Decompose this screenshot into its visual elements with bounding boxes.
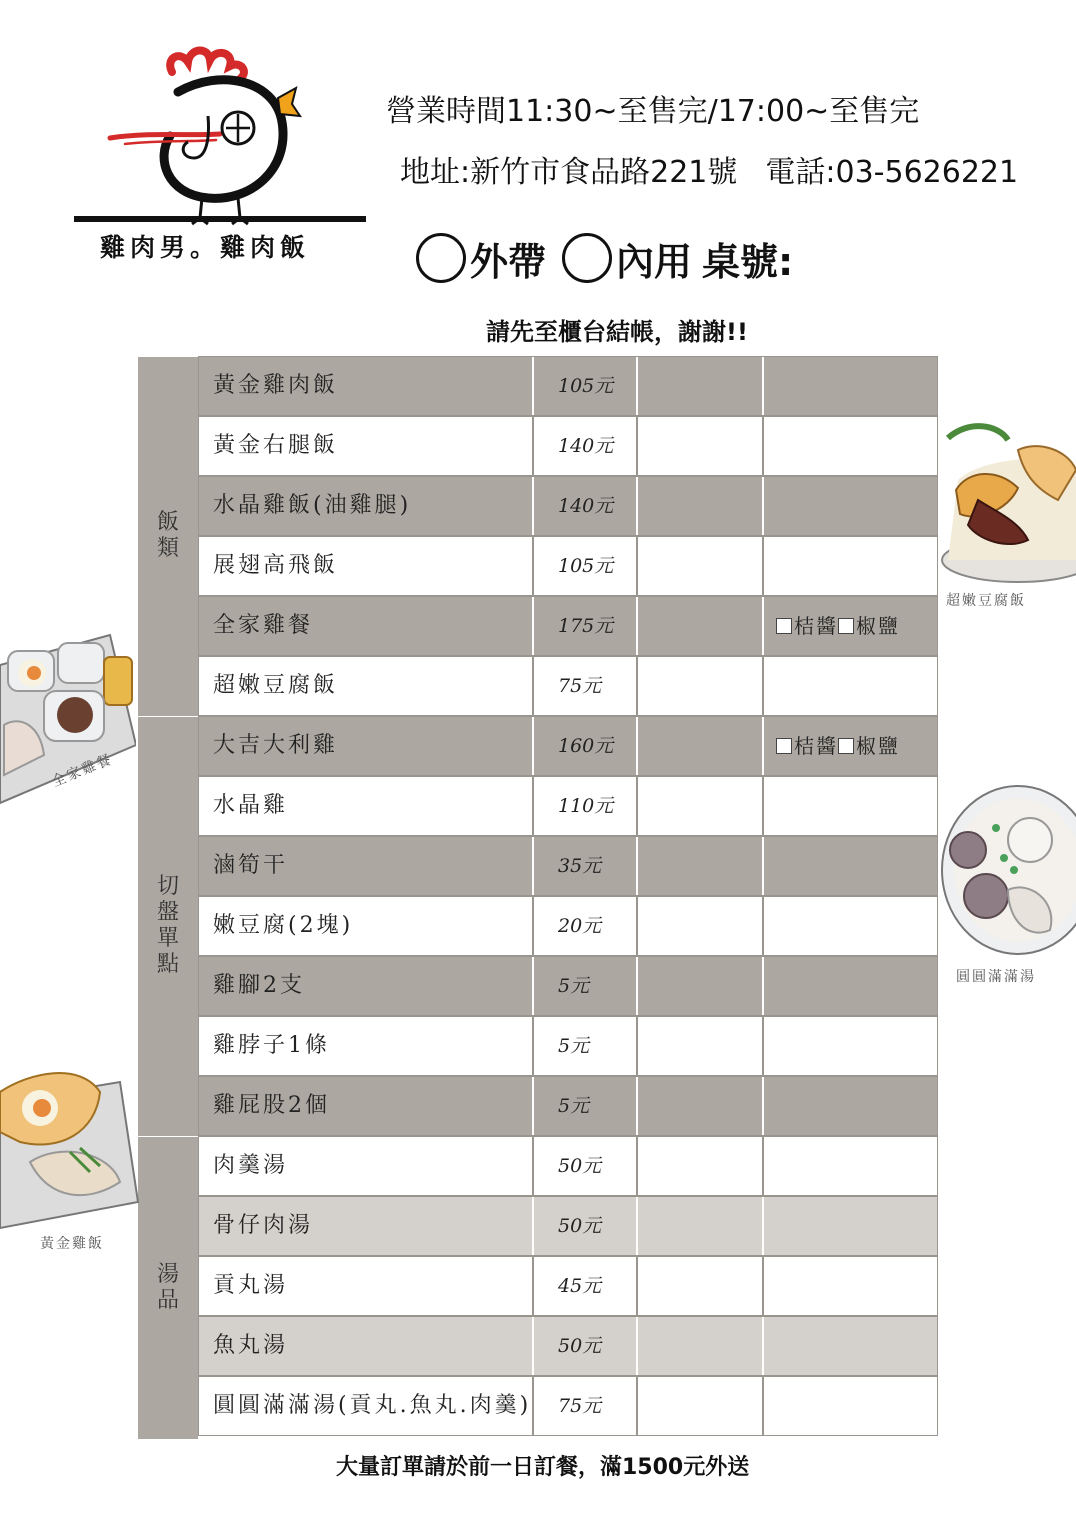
category-label — [138, 510, 198, 562]
item-price: 105元 — [534, 357, 638, 415]
payment-note: 請先至櫃台結帳，謝謝!! — [486, 318, 748, 346]
quantity-cell[interactable] — [638, 597, 764, 655]
note-cell[interactable] — [764, 1377, 937, 1435]
note-cell[interactable] — [764, 597, 937, 655]
item-name: 黃金雞肉飯 — [199, 357, 534, 415]
menu-row — [198, 536, 938, 596]
menu-table — [138, 356, 938, 1439]
item-name: 滷筍干 — [199, 837, 534, 895]
item-price: 105元 — [534, 537, 638, 595]
address-text: 地址:新竹市食品路221號 — [400, 155, 738, 190]
item-name: 全家雞餐 — [199, 597, 534, 655]
note-cell[interactable] — [764, 717, 937, 775]
category-char: 湯 — [156, 1261, 179, 1287]
tofu-rice-caption: 超嫩豆腐飯 — [946, 593, 1026, 609]
menu-row — [198, 356, 938, 416]
salt-checkbox[interactable] — [838, 618, 854, 634]
menu-row — [198, 1376, 938, 1436]
menu-row — [198, 1316, 938, 1376]
sauce-label: 桔醬 — [794, 734, 838, 758]
category-char: 切 — [156, 874, 179, 899]
dine-in-radio[interactable] — [562, 233, 612, 283]
category-label — [138, 1262, 198, 1314]
sauce-checkbox[interactable] — [776, 618, 792, 634]
note-cell[interactable] — [764, 1137, 937, 1195]
sauce-checkbox[interactable] — [776, 738, 792, 754]
item-name: 雞脖子1條 — [199, 1017, 534, 1075]
item-name: 骨仔肉湯 — [199, 1197, 534, 1255]
menu-row — [198, 776, 938, 836]
quantity-cell[interactable] — [638, 1017, 764, 1075]
item-name: 魚丸湯 — [199, 1317, 534, 1375]
menu-row — [198, 476, 938, 536]
item-name: 黃金右腿飯 — [199, 417, 534, 475]
note-cell[interactable] — [764, 897, 937, 955]
item-price: 50元 — [534, 1317, 638, 1375]
quantity-cell[interactable] — [638, 657, 764, 715]
sauce-label: 桔醬 — [794, 614, 838, 638]
note-cell[interactable] — [764, 1317, 937, 1375]
quantity-cell[interactable] — [638, 477, 764, 535]
quantity-cell[interactable] — [638, 717, 764, 775]
menu-row — [198, 1136, 938, 1196]
quantity-cell[interactable] — [638, 1317, 764, 1375]
quantity-cell[interactable] — [638, 1077, 764, 1135]
item-name: 貢丸湯 — [199, 1257, 534, 1315]
menu-row — [198, 1076, 938, 1136]
item-price: 50元 — [534, 1137, 638, 1195]
item-name: 水晶雞飯(油雞腿) — [199, 477, 534, 535]
item-price: 75元 — [534, 1377, 638, 1435]
note-cell[interactable] — [764, 1197, 937, 1255]
note-cell[interactable] — [764, 537, 937, 595]
item-name: 大吉大利雞 — [199, 717, 534, 775]
menu-row — [198, 416, 938, 476]
quantity-cell[interactable] — [638, 417, 764, 475]
order-type-selector — [416, 230, 793, 286]
quantity-cell[interactable] — [638, 837, 764, 895]
item-price: 5元 — [534, 957, 638, 1015]
business-hours: 營業時間11:30~至售完/17:00~至售完 — [386, 94, 920, 129]
item-name: 水晶雞 — [199, 777, 534, 835]
note-cell[interactable] — [764, 357, 937, 415]
item-price: 140元 — [534, 417, 638, 475]
item-name: 嫩豆腐(2塊) — [199, 897, 534, 955]
item-price: 45元 — [534, 1257, 638, 1315]
salt-label: 椒鹽 — [856, 614, 900, 638]
meatball-soup-caption: 圓圓滿滿湯 — [956, 969, 1036, 985]
category-char: 品 — [156, 1287, 179, 1313]
menu-row — [198, 956, 938, 1016]
category-char: 盤 — [156, 900, 179, 925]
menu-row — [198, 896, 938, 956]
item-price: 5元 — [534, 1077, 638, 1135]
contact-line — [400, 147, 1018, 191]
item-price: 20元 — [534, 897, 638, 955]
note-cell[interactable] — [764, 657, 937, 715]
note-cell[interactable] — [764, 477, 937, 535]
note-cell[interactable] — [764, 1017, 937, 1075]
menu-row — [198, 596, 938, 656]
note-cell[interactable] — [764, 1257, 937, 1315]
item-name: 雞屁股2個 — [199, 1077, 534, 1135]
quantity-cell[interactable] — [638, 357, 764, 415]
quantity-cell[interactable] — [638, 1197, 764, 1255]
menu-row — [198, 1196, 938, 1256]
quantity-cell[interactable] — [638, 957, 764, 1015]
menu-row — [198, 1256, 938, 1316]
salt-label: 椒鹽 — [856, 734, 900, 758]
note-cell[interactable] — [764, 957, 937, 1015]
item-price: 160元 — [534, 717, 638, 775]
brand-name: 雞肉男。雞肉飯 — [100, 233, 311, 262]
note-cell[interactable] — [764, 837, 937, 895]
menu-row — [198, 716, 938, 776]
item-price: 5元 — [534, 1017, 638, 1075]
item-price: 140元 — [534, 477, 638, 535]
category-char: 單 — [156, 926, 179, 951]
footer-note: 大量訂單請於前一日訂餐，滿1500元外送 — [336, 1455, 750, 1480]
phone-text: 電話:03-5626221 — [765, 155, 1019, 190]
quantity-cell[interactable] — [638, 1257, 764, 1315]
takeout-label: 外帶 — [470, 239, 547, 284]
takeout-radio[interactable] — [416, 233, 466, 283]
quantity-cell[interactable] — [638, 537, 764, 595]
item-name: 展翅高飛飯 — [199, 537, 534, 595]
note-cell[interactable] — [764, 777, 937, 835]
item-name: 圓圓滿滿湯(貢丸.魚丸.肉羹) — [199, 1377, 534, 1435]
item-price: 75元 — [534, 657, 638, 715]
item-price: 35元 — [534, 837, 638, 895]
note-cell[interactable] — [764, 417, 937, 475]
item-name: 雞腳2支 — [199, 957, 534, 1015]
dine-in-label: 內用 — [616, 239, 693, 284]
category-char: 點 — [156, 952, 179, 977]
tofu-rice-dish-icon — [938, 410, 1076, 590]
meatball-soup-bowl-icon — [938, 770, 1076, 960]
category-char: 飯 — [156, 510, 179, 535]
quantity-cell[interactable] — [638, 1137, 764, 1195]
menu-row — [198, 836, 938, 896]
item-price: 175元 — [534, 597, 638, 655]
golden-chicken-rice-plate-icon — [0, 1062, 140, 1232]
golden-chicken-rice-caption: 黃金雞飯 — [40, 1236, 104, 1252]
menu-row — [198, 1016, 938, 1076]
family-meal-caption: 全家雞餐 — [49, 751, 116, 791]
table-number-label: 桌號: — [702, 239, 794, 284]
item-price: 50元 — [534, 1197, 638, 1255]
item-name: 肉羹湯 — [199, 1137, 534, 1195]
note-cell[interactable] — [764, 1077, 937, 1135]
item-name: 超嫩豆腐飯 — [199, 657, 534, 715]
category-label — [138, 874, 198, 978]
category-char: 類 — [156, 536, 179, 561]
quantity-cell[interactable] — [638, 1377, 764, 1435]
quantity-cell[interactable] — [638, 777, 764, 835]
salt-checkbox[interactable] — [838, 738, 854, 754]
item-price: 110元 — [534, 777, 638, 835]
quantity-cell[interactable] — [638, 897, 764, 955]
menu-row — [198, 656, 938, 716]
